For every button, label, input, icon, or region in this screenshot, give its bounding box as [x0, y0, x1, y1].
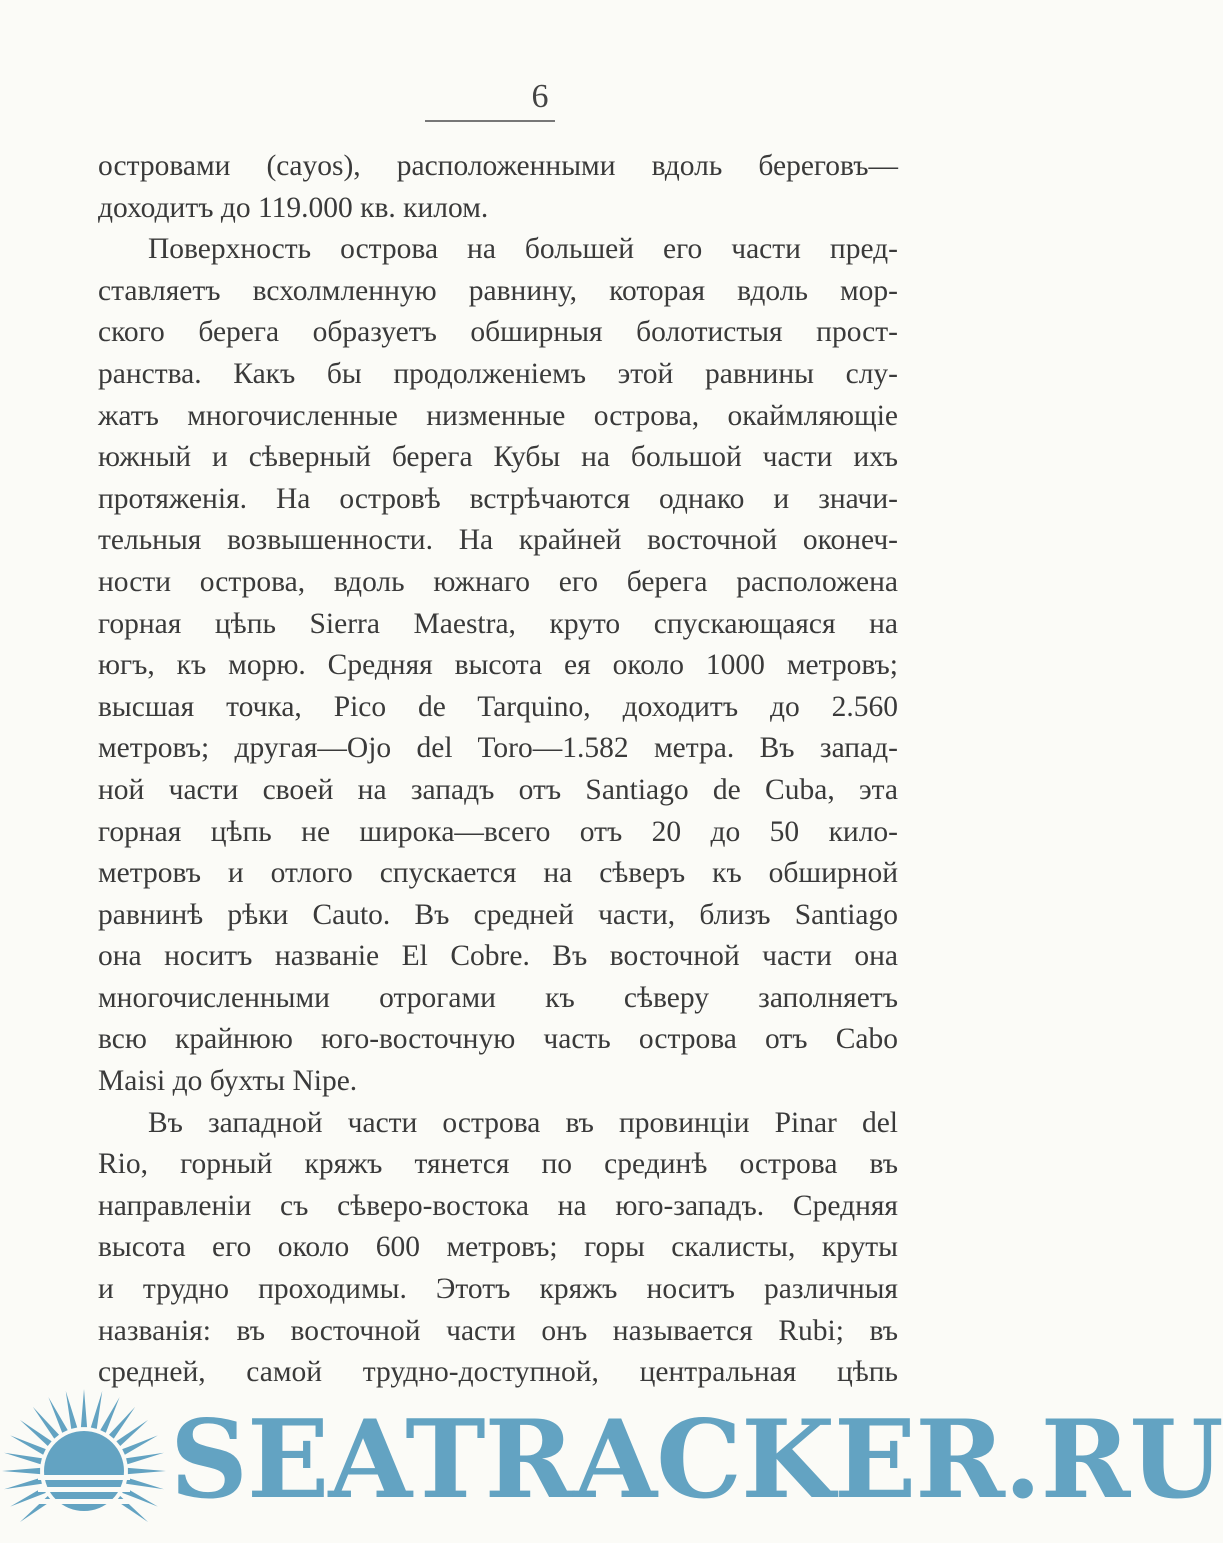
text-line: горная цѣпь Sierra Maestra, круто спускающаяся на	[98, 607, 898, 640]
sun-icon	[0, 1387, 168, 1535]
text-line: ности острова, вдоль южнаго его берега расположена	[98, 565, 898, 598]
sun-ray	[4, 1453, 42, 1464]
sun-ray	[91, 1391, 102, 1429]
text-line: направленіи съ сѣверо-востока на юго-западъ. Средняя	[98, 1189, 898, 1222]
text-line: ского берега образуетъ обширныя болотистыя прост-	[98, 316, 898, 349]
text-line: ставляетъ всхолмленную равнину, которая вдоль мор-	[98, 274, 898, 307]
text-line: югъ, къ морю. Средняя высота ея около 1000 метровъ;	[98, 649, 898, 682]
watermark	[0, 1375, 1223, 1543]
sun-ray	[126, 1453, 164, 1464]
page-number: 6	[531, 78, 549, 115]
text-line: Въ западной части острова въ провинціи Pinar del	[148, 1106, 898, 1139]
text-line: всю крайнюю юго-восточную часть острова отъ Cabo	[98, 1023, 898, 1056]
text-line: Поверхность острова на большей его части пред-	[148, 233, 898, 266]
text-line: и трудно проходимы. Этотъ кряжъ носитъ различныя	[98, 1273, 898, 1306]
sun-ray	[66, 1391, 77, 1429]
text-line: метровъ; другая—Ojo del Toro—1.582 метра. Въ запад-	[98, 732, 898, 765]
text-line: Maisi до бухты Nipe.	[98, 1065, 358, 1098]
text-line: южный и сѣверный берега Кубы на большой части ихъ	[98, 441, 898, 474]
body-text	[98, 146, 898, 1394]
watermark-text: SEATRACKER.RU	[170, 1397, 1223, 1523]
sun-stripe	[38, 1487, 130, 1492]
text-line: Rio, горный кряжъ тянется по срединѣ острова въ	[98, 1148, 898, 1181]
sun-stripe	[38, 1475, 130, 1480]
text-line: она носитъ названіе El Cobre. Въ восточной части она	[98, 940, 898, 973]
text-line: островами (cayos), расположенными вдоль береговъ—	[98, 150, 898, 182]
text-line: ранства. Какъ бы продолженіемъ этой равнины слу-	[98, 357, 898, 390]
text-line: горная цѣпь не широка—всего отъ 20 до 50 кило-	[98, 815, 898, 848]
sun-ray	[126, 1478, 164, 1489]
text-line: равнинѣ рѣки Cauto. Въ средней части, близъ Santiago	[98, 898, 898, 931]
text-line: доходитъ до 119.000 кв. килом.	[98, 191, 489, 224]
sun-ray	[128, 1468, 166, 1474]
text-line: протяженія. На островѣ встрѣчаются однако и значи-	[98, 482, 898, 515]
text-line: средней, самой трудно-доступной, центральная цѣпь	[98, 1356, 898, 1389]
page-number-rule	[425, 120, 555, 122]
text-line: метровъ и отлого спускается на сѣверъ къ обширной	[98, 857, 898, 890]
text-line: названія: въ восточной части онъ называется Rubi; въ	[98, 1314, 898, 1347]
text-line: жатъ многочисленные низменные острова, окаймляющіе	[98, 399, 898, 432]
sun-ray	[2, 1468, 40, 1474]
sun-ray	[81, 1389, 87, 1427]
sun-stripe	[38, 1499, 130, 1504]
text-line: высота его около 600 метровъ; горы скалисты, круты	[98, 1231, 898, 1264]
text-line: многочисленными отрогами къ сѣверу заполняетъ	[98, 981, 898, 1014]
text-line: тельныя возвышенности. На крайней восточной оконеч-	[98, 524, 898, 557]
text-line: ной части своей на западъ отъ Santiago de Cuba, эта	[98, 773, 898, 806]
text-line: высшая точка, Pico de Tarquino, доходитъ до 2.560	[98, 690, 898, 723]
sun-ray	[4, 1478, 42, 1489]
